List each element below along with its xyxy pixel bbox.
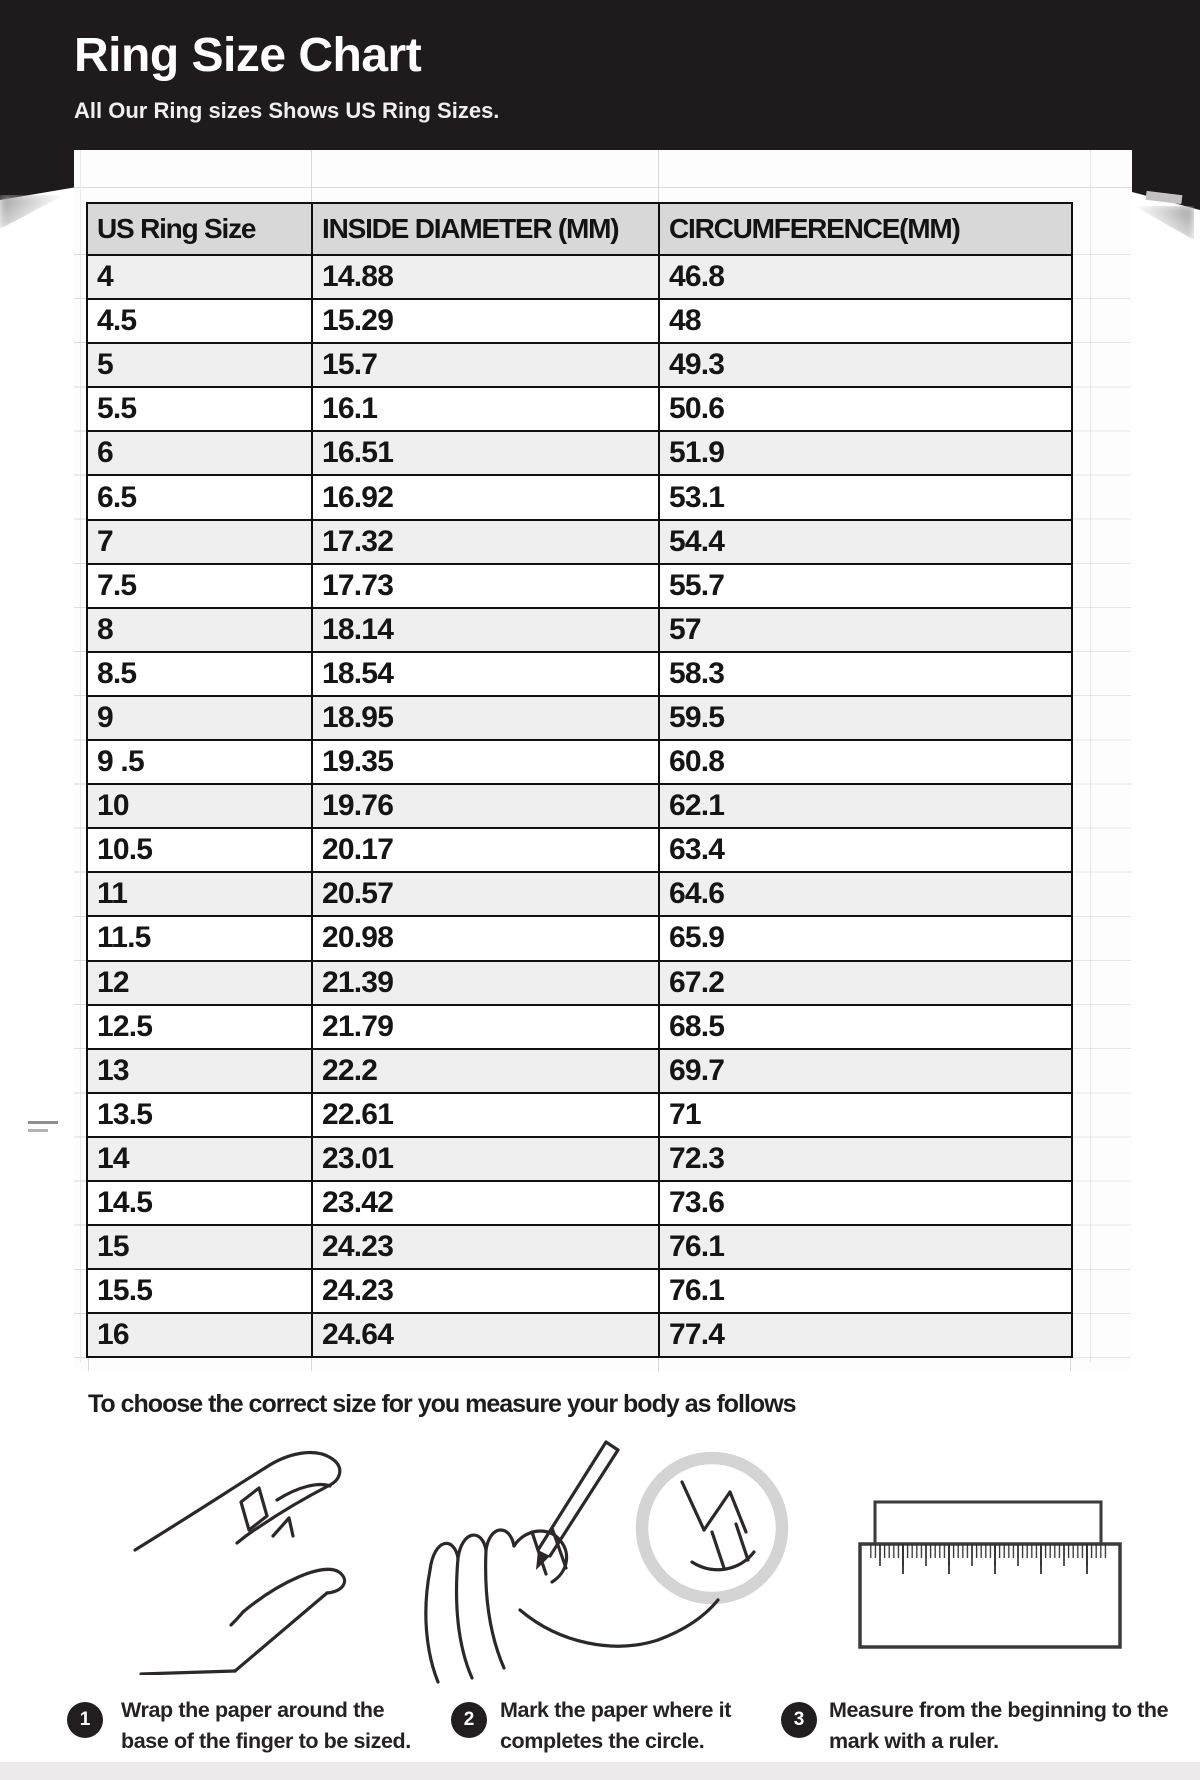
table-cell: 12 [87,961,312,1005]
sheet-gridline [88,1357,89,1371]
table-cell: 53.1 [659,475,1072,519]
page-title: Ring Size Chart [74,29,422,82]
sheet-artifact-dash [28,1129,48,1132]
banner [0,0,1200,150]
table-cell: 4.5 [87,299,312,343]
table-cell: 11 [87,872,312,916]
index-finger [237,1453,340,1543]
step-1-text: Wrap the paper around the base of the finger to be sized. [121,1698,411,1753]
table-cell: 24.23 [312,1269,659,1313]
table-row [87,1225,1072,1269]
table-row [87,299,1072,343]
table-cell: 51.9 [659,431,1072,475]
step-1-badge: 1 [67,1702,103,1738]
table-row [87,564,1072,608]
table-row [87,696,1072,740]
table-cell: 7 [87,520,312,564]
table-cell: 12.5 [87,1005,312,1049]
sheet-row-ticks [74,254,86,1358]
banner-shadow-left [0,195,64,229]
table-cell: 54.4 [659,520,1072,564]
table-cell: 22.2 [312,1049,659,1093]
table-cell: 60.8 [659,740,1072,784]
table-body [87,255,1072,1357]
table-header-row [87,203,1072,255]
table-cell: 71 [659,1093,1072,1137]
step-2-badge: 2 [451,1702,487,1738]
table-cell: 16.1 [312,387,659,431]
sheet-gridline [1070,1357,1071,1371]
bottom-strip [0,1762,1200,1780]
sheet-artifact-dash [28,1121,58,1124]
instructions-intro: To choose the correct size for you measure your body as follows [88,1390,796,1418]
table-cell: 46.8 [659,255,1072,299]
table-row [87,1005,1072,1049]
table-cell: 55.7 [659,564,1072,608]
table-cell: 13.5 [87,1093,312,1137]
table-row [87,652,1072,696]
banner-shadow-right [1134,206,1194,240]
table-cell: 9 [87,696,312,740]
table-cell: 8 [87,608,312,652]
table-cell: 65.9 [659,916,1072,960]
sheet-gridline [658,1357,659,1371]
table-cell: 73.6 [659,1181,1072,1225]
table-cell: 10.5 [87,828,312,872]
table-cell: 13 [87,1049,312,1093]
table-cell: 18.14 [312,608,659,652]
marking-hand-icon [400,1420,800,1700]
column-header-us-ring-size: US Ring Size [87,203,312,255]
table-cell: 62.1 [659,784,1072,828]
sheet-gridline [311,1357,312,1371]
table-cell: 22.61 [312,1093,659,1137]
sheet-gridline [74,187,1132,188]
table-cell: 20.17 [312,828,659,872]
table-cell: 5 [87,343,312,387]
table-row [87,784,1072,828]
table-row [87,916,1072,960]
table-row [87,255,1072,299]
table-row [87,872,1072,916]
table-cell: 77.4 [659,1313,1072,1357]
table-row [87,1137,1072,1181]
table-row [87,343,1072,387]
step-2-text: Mark the paper where it completes the circle. [500,1698,731,1753]
fingers [426,1570,438,1682]
table-cell: 8.5 [87,652,312,696]
table-cell: 17.32 [312,520,659,564]
table-cell: 58.3 [659,652,1072,696]
table-cell: 10 [87,784,312,828]
hand-icon [95,1430,355,1675]
sheet-row-ticks [1073,254,1131,1358]
table-cell: 11.5 [87,916,312,960]
table-row [87,740,1072,784]
column-header-circumference: CIRCUMFERENCE(MM) [659,203,1072,255]
table-row [87,828,1072,872]
table-cell: 64.6 [659,872,1072,916]
table-cell: 14 [87,1137,312,1181]
table-cell: 9 .5 [87,740,312,784]
table-row [87,431,1072,475]
table-cell: 17.73 [312,564,659,608]
table-cell: 59.5 [659,696,1072,740]
table-row [87,1049,1072,1093]
table-cell: 15.7 [312,343,659,387]
table-cell: 4 [87,255,312,299]
table-cell: 49.3 [659,343,1072,387]
table-cell: 5.5 [87,387,312,431]
table-cell: 6 [87,431,312,475]
table-row [87,475,1072,519]
sheet-gridline [311,150,312,202]
table-row [87,1313,1072,1357]
table-row [87,608,1072,652]
table-cell: 18.95 [312,696,659,740]
step-3-text: Measure from the beginning to the mark with a ruler. [829,1698,1169,1753]
table-cell: 68.5 [659,1005,1072,1049]
step-3-badge: 3 [781,1702,817,1738]
table-cell: 24.64 [312,1313,659,1357]
table-cell: 19.76 [312,784,659,828]
table-header [87,203,1072,255]
table-cell: 67.2 [659,961,1072,1005]
table-cell: 23.01 [312,1137,659,1181]
table-cell: 72.3 [659,1137,1072,1181]
table-cell: 23.42 [312,1181,659,1225]
other-hand [520,1610,658,1646]
table-row [87,1181,1072,1225]
table-cell: 15.29 [312,299,659,343]
table-cell: 14.88 [312,255,659,299]
ruler-icon [856,1496,1124,1652]
table-cell: 20.57 [312,872,659,916]
table-row [87,961,1072,1005]
table-cell: 21.79 [312,1005,659,1049]
palm-edge [235,1593,327,1671]
table-cell: 69.7 [659,1049,1072,1093]
table-cell: 15 [87,1225,312,1269]
table-row [87,1269,1072,1313]
table-row [87,1093,1072,1137]
table-cell: 57 [659,608,1072,652]
table-cell: 19.35 [312,740,659,784]
page-subtitle: All Our Ring sizes Shows US Ring Sizes. [74,98,500,123]
table-cell: 14.5 [87,1181,312,1225]
table-cell: 7.5 [87,564,312,608]
table-cell: 76.1 [659,1225,1072,1269]
paper-strip [875,1502,1101,1545]
table-cell: 18.54 [312,652,659,696]
table-cell: 15.5 [87,1269,312,1313]
table-cell: 63.4 [659,828,1072,872]
table-cell: 16.92 [312,475,659,519]
thumb [243,1569,345,1612]
table-cell: 20.98 [312,916,659,960]
column-header-inside-diameter: INSIDE DIAMETER (MM) [312,203,659,255]
table-row [87,520,1072,564]
knuckles [430,1543,458,1570]
table-cell: 16.51 [312,431,659,475]
ring-size-table [86,202,1073,1358]
table-cell: 6.5 [87,475,312,519]
banner-left-edge [0,150,74,200]
circle-detail [682,1482,704,1530]
table-row [87,387,1072,431]
table-cell: 24.23 [312,1225,659,1269]
wrist-line [141,1671,235,1674]
table-cell: 16 [87,1313,312,1357]
pencil [538,1442,606,1550]
magnifier-circle [642,1458,782,1598]
sheet-gridline [658,150,659,202]
table-cell: 48 [659,299,1072,343]
table-cell: 50.6 [659,387,1072,431]
table-cell: 76.1 [659,1269,1072,1313]
table-cell: 21.39 [312,961,659,1005]
